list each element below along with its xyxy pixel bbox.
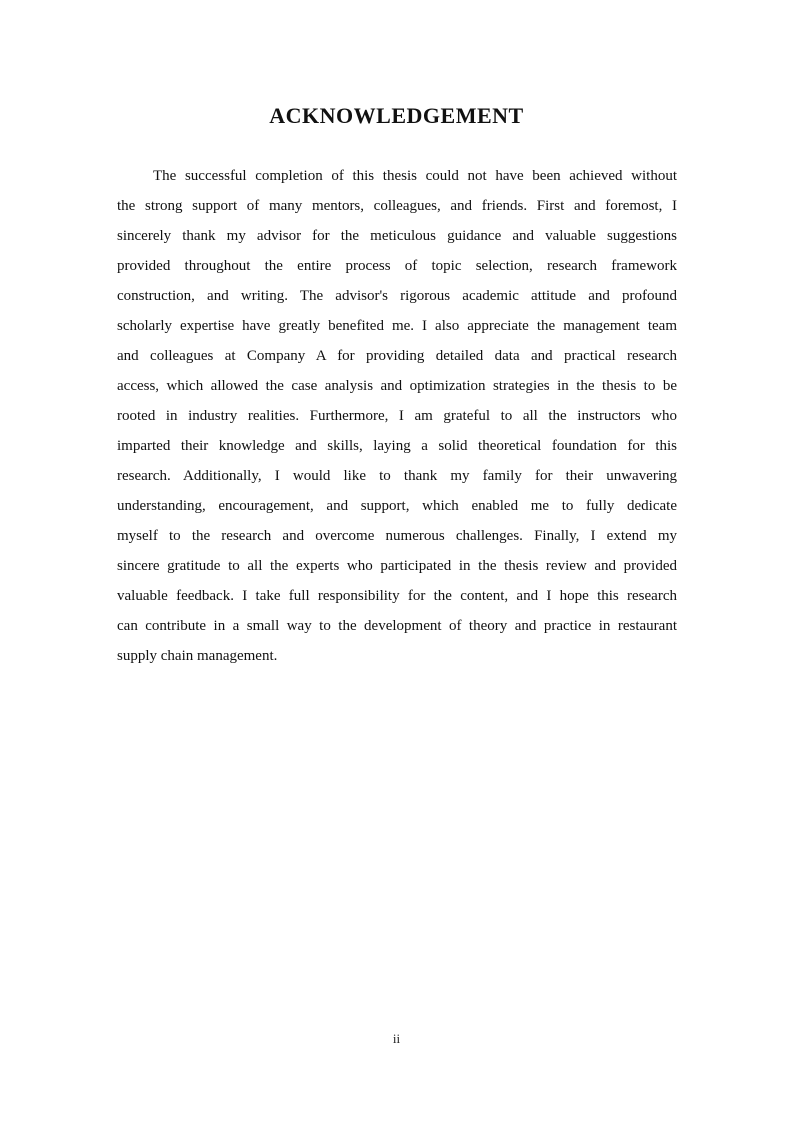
acknowledgement-paragraph <box>117 161 677 671</box>
page-title: ACKNOWLEDGEMENT <box>269 103 524 128</box>
paragraph-line: understanding, encouragement, and support, which enabled me to fully dedicate <box>117 498 677 514</box>
paragraph-line: The successful completion of this thesis could not have been achieved without <box>153 168 677 184</box>
paragraph-line: scholarly expertise have greatly benefited me. I also appreciate the management team <box>117 318 677 334</box>
paragraph-line: valuable feedback. I take full responsibility for the content, and I hope this research <box>117 588 677 604</box>
paragraph-line: provided throughout the entire process of topic selection, research framework <box>117 258 677 274</box>
paragraph-line: construction, and writing. The advisor's rigorous academic attitude and profound <box>117 288 677 304</box>
page-number: ii <box>392 1031 401 1046</box>
paragraph-line: research. Additionally, I would like to thank my family for their unwavering <box>117 468 677 484</box>
paragraph-line: myself to the research and overcome numerous challenges. Finally, I extend my <box>117 528 677 544</box>
paragraph-line: can contribute in a small way to the development of theory and practice in restaurant <box>117 618 677 634</box>
paragraph-line: sincere gratitude to all the experts who participated in the thesis review and provided <box>117 558 677 574</box>
paragraph-line: sincerely thank my advisor for the meticulous guidance and valuable suggestions <box>117 228 677 244</box>
paragraph-line: the strong support of many mentors, colleagues, and friends. First and foremost, I <box>117 198 677 214</box>
paragraph-line: access, which allowed the case analysis and optimization strategies in the thesis to be <box>117 378 677 394</box>
paragraph-line: and colleagues at Company A for providing detailed data and practical research <box>117 348 677 364</box>
paragraph-line: supply chain management. <box>117 648 278 664</box>
paragraph-line: rooted in industry realities. Furthermore, I am grateful to all the instructors who <box>117 408 677 424</box>
paragraph-line: imparted their knowledge and skills, laying a solid theoretical foundation for this <box>117 438 677 454</box>
